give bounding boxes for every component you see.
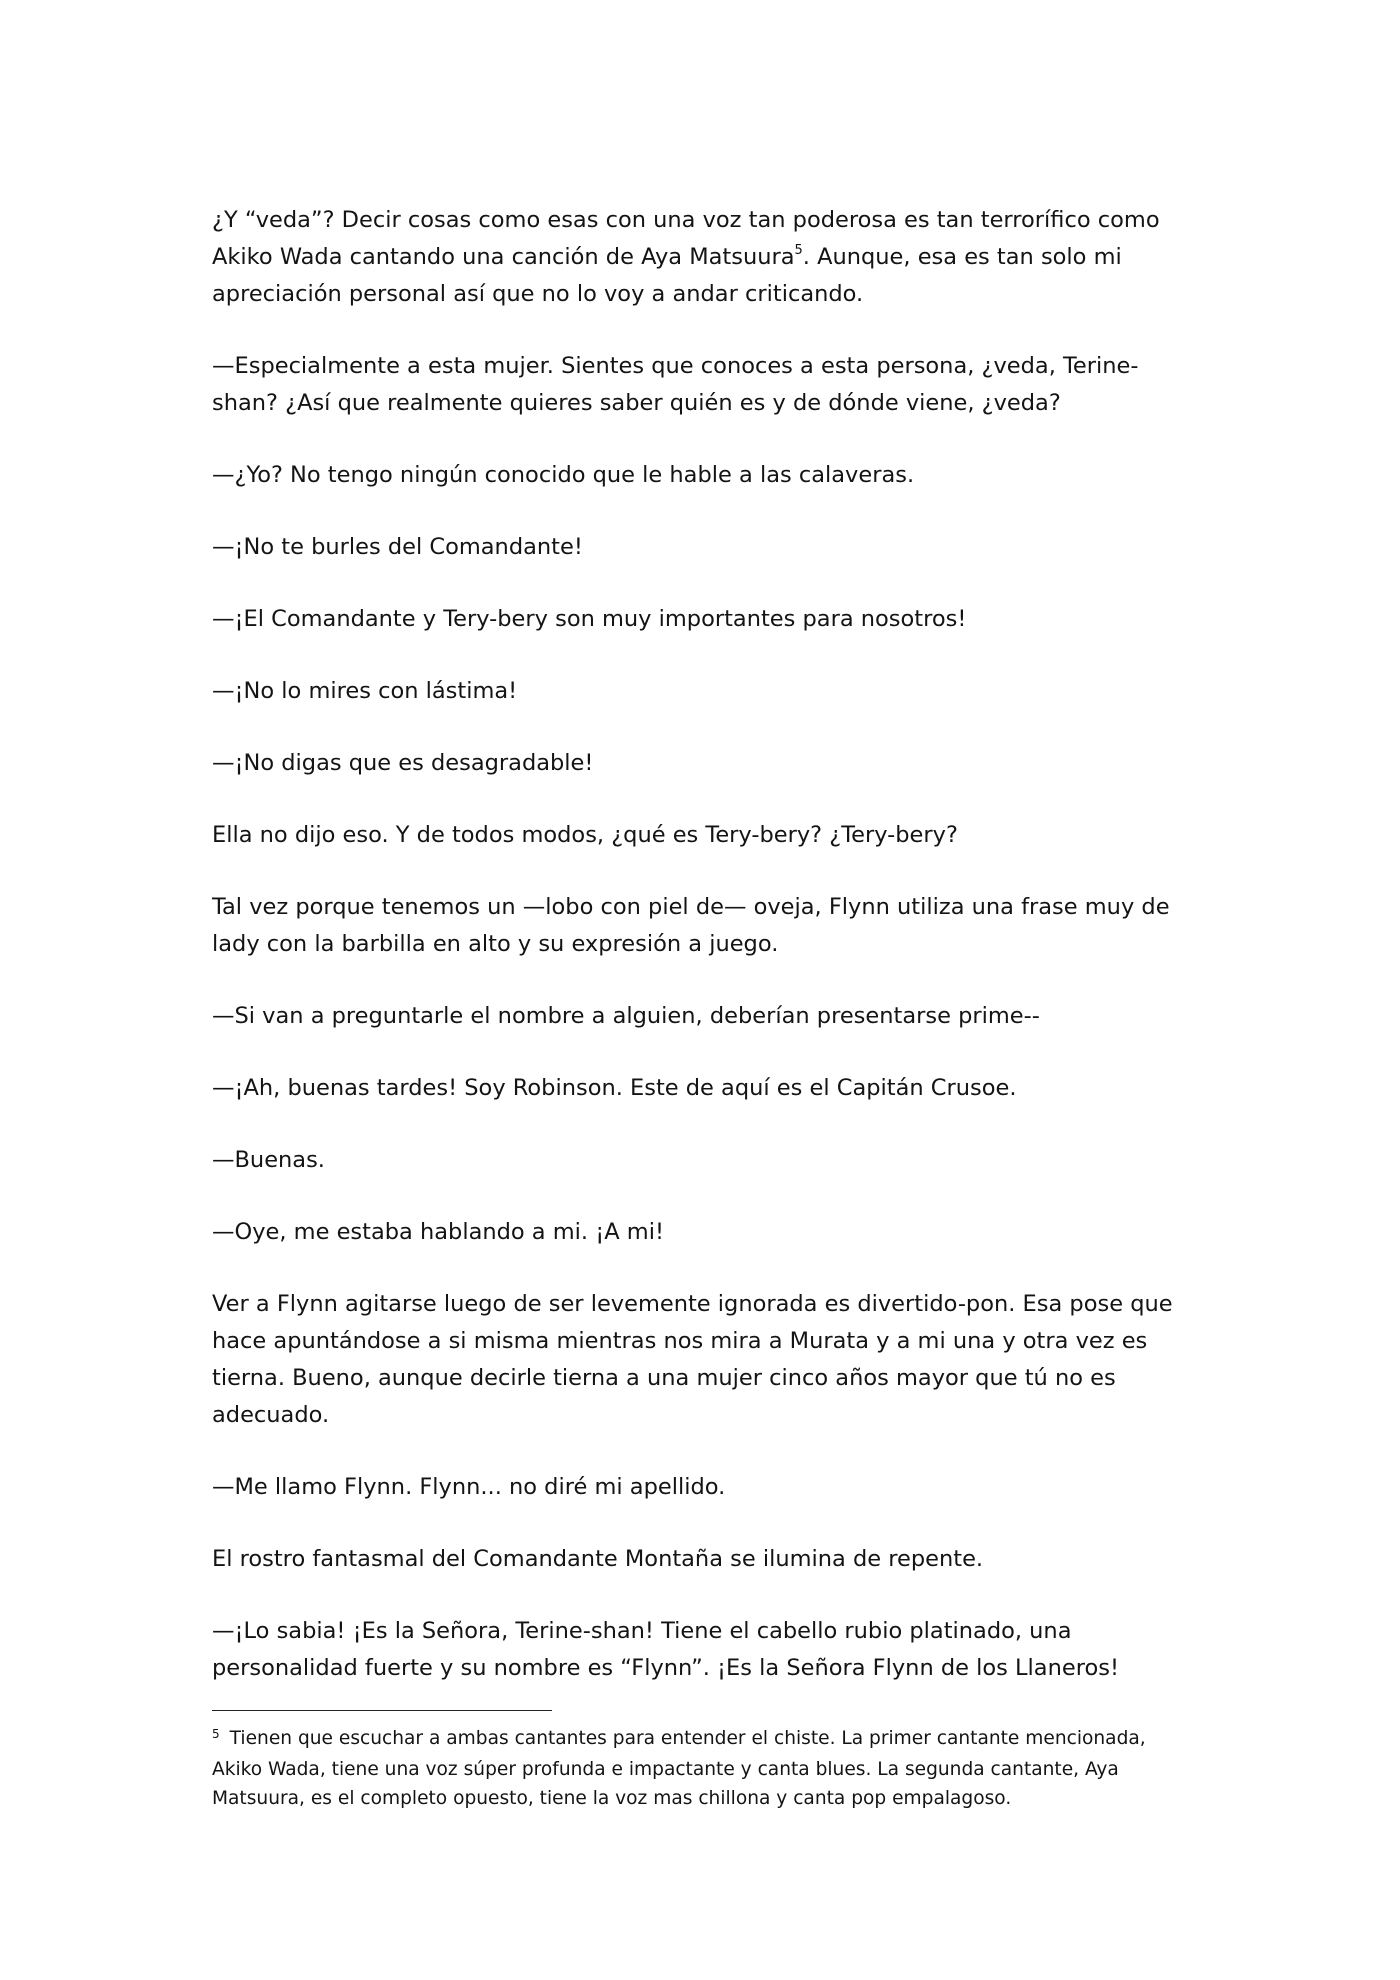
- paragraph: ¿Y “veda”? Decir cosas como esas con una voz tan poderosa es tan terrorífico como Akiko Wada cantando una canción de Aya Matsuura$^5$. Aunque, esa es tan solo mi apreciación personal así que no lo voy a andar criticando.: [212, 207, 1160, 307]
- footnote-text: Tienen que escuchar a ambas cantantes para entender el chiste. La primer cantante mencionada, Akiko Wada, tiene una voz súper profunda e impactante y canta blues. La segunda cantante, Aya Matsuura, es el completo opuesto, tiene la voz mas chillona y canta pop empalagoso.: [212, 1728, 1146, 1809]
- paragraph: —Si van a preguntarle el nombre a alguien, deberían presentarse prime--: [212, 1003, 1040, 1029]
- paragraph: —Oye, me estaba hablando a mi. ¡A mi!: [212, 1219, 664, 1245]
- paragraph: —¡Lo sabia! ¡Es la Señora, Terine-shan! Tiene el cabello rubio platinado, una personalidad fuerte y su nombre es “Flynn”. ¡Es la Señora Flynn de los Llaneros!: [212, 1618, 1119, 1681]
- paragraph: —¡Ah, buenas tardes! Soy Robinson. Este de aquí es el Capitán Crusoe.: [212, 1075, 1017, 1101]
- paragraph: —¡No lo mires con lástima!: [212, 678, 518, 704]
- paragraph: —Especialmente a esta mujer. Sientes que conoces a esta persona, ¿veda, Terine-shan? ¿Así que realmente quieres saber quién es y de dónde viene, ¿veda?: [212, 353, 1139, 416]
- footnote: [212, 1724, 1187, 1813]
- paragraph: —¡No te burles del Comandante!: [212, 534, 583, 560]
- paragraph: Tal vez porque tenemos un —lobo con piel de— oveja, Flynn utiliza una frase muy de lady con la barbilla en alto y su expresión a juego.: [212, 894, 1170, 957]
- footnote-mark: 5: [212, 1727, 220, 1741]
- paragraph: —¿Yo? No tengo ningún conocido que le hable a las calaveras.: [212, 462, 915, 488]
- paragraph: —Me llamo Flynn. Flynn... no diré mi apellido.: [212, 1474, 726, 1500]
- paragraph: —¡No digas que es desagradable!: [212, 750, 594, 776]
- paragraph: Ella no dijo eso. Y de todos modos, ¿qué es Tery-bery? ¿Tery-bery?: [212, 822, 958, 848]
- footnote-divider: [212, 1710, 552, 1711]
- footnote-reference[interactable]: 5: [794, 242, 803, 258]
- paragraph: —Buenas.: [212, 1147, 325, 1173]
- document-body: [212, 202, 1192, 1722]
- paragraph: Ver a Flynn agitarse luego de ser levemente ignorada es divertido-pon. Esa pose que hace apuntándose a si misma mientras nos mira a Murata y a mi una y otra vez es tierna. Bueno, aunque decirle tierna a una mujer cinco años mayor que tú no es adecuado.: [212, 1291, 1173, 1428]
- paragraph: El rostro fantasmal del Comandante Montaña se ilumina de repente.: [212, 1546, 984, 1572]
- paragraph: —¡El Comandante y Tery-bery son muy importantes para nosotros!: [212, 606, 967, 632]
